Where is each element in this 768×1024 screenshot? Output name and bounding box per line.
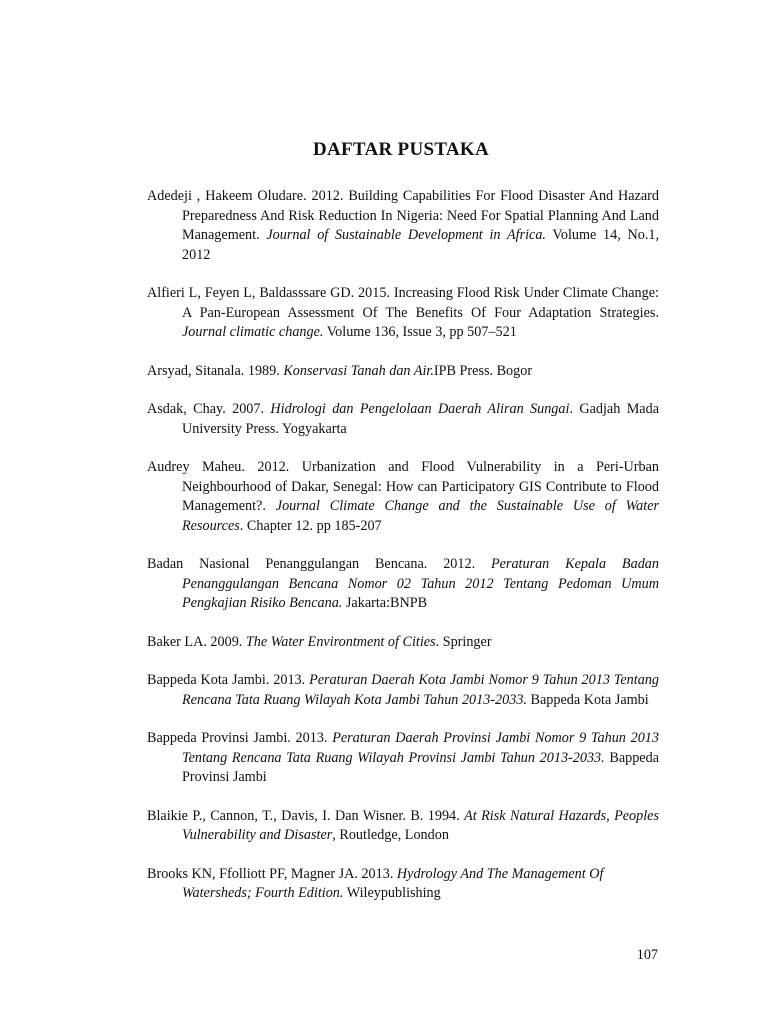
reference-item <box>147 187 659 265</box>
reference-text: Blaikie P., Cannon, T., Davis, I. Dan Wisner. B. 1994. <box>147 807 465 824</box>
reference-details: Jakarta:BNPB <box>342 595 428 611</box>
reference-source: The Water Environtment of Cities <box>245 633 436 650</box>
reference-text: Baker LA. 2009. <box>147 633 246 650</box>
reference-text: Asdak, Chay. 2007. <box>147 401 271 417</box>
reference-source: Hydrology And The Management Of Watersheds; Fourth Edition. <box>182 865 604 901</box>
reference-details: Volume 136, Issue 3, pp 507–521 <box>323 324 517 340</box>
reference-item <box>147 458 659 536</box>
reference-source: Journal of Sustainable Development in Africa. <box>266 227 546 243</box>
reference-details: , Routledge, London <box>332 827 449 843</box>
reference-item <box>147 633 659 653</box>
reference-item <box>147 807 659 846</box>
reference-text: Badan Nasional Penanggulangan Bencana. 2012. <box>147 556 491 572</box>
reference-item <box>147 400 659 439</box>
page-number: 107 <box>636 947 658 963</box>
page-title: DAFTAR PUSTAKA <box>312 139 490 160</box>
reference-item <box>147 865 659 904</box>
reference-item <box>147 555 659 614</box>
reference-text: Audrey Maheu. 2012. Urbanization and Flood Vulnerability in a Peri-Urban Neighbourhood of Dakar, Senegal: How can Participatory GIS Contribute to Flood Management?. <box>147 459 659 514</box>
reference-details: IPB Press. Bogor <box>433 362 533 379</box>
reference-text: Bappeda Kota Jambi. 2013. <box>147 672 310 688</box>
reference-item <box>147 729 659 788</box>
reference-details: Volume 14, No.1, 2012 <box>182 227 660 263</box>
reference-details: Bappeda Provinsi Jambi <box>182 749 659 785</box>
reference-source: Hidrologi dan Pengelolaan Daerah Aliran Sungai <box>270 401 570 417</box>
reference-details: Bappeda Kota Jambi <box>526 691 649 708</box>
reference-text: Arsyad, Sitanala. 1989. <box>147 362 284 379</box>
reference-details: . Chapter 12. pp 185-207 <box>239 517 382 534</box>
reference-details: . Gadjah Mada University Press. Yogyakarta <box>182 401 659 437</box>
reference-item <box>147 284 659 343</box>
reference-source: Konservasi Tanah dan Air. <box>283 362 434 379</box>
reference-item <box>147 362 659 382</box>
reference-source: Journal Climate Change and the Sustainable Use of Water Resources <box>182 498 660 534</box>
reference-source: Peraturan Kepala Badan Penanggulangan Bencana Nomor 02 Tahun 2012 Tentang Pedoman Umum Pengkajian Risiko Bencana. <box>182 556 659 611</box>
reference-text: Bappeda Provinsi Jambi. 2013. <box>147 730 333 746</box>
reference-text: Brooks KN, Ffolliott PF, Magner JA. 2013. <box>147 865 397 882</box>
reference-list <box>147 187 659 923</box>
reference-source: At Risk Natural Hazards, Peoples Vulnerability and Disaster <box>182 807 659 843</box>
reference-item <box>147 671 659 710</box>
reference-source: Peraturan Daerah Kota Jambi Nomor 9 Tahun 2013 Tentang Rencana Tata Ruang Wilayah Kota Jambi Tahun 2013-2033. <box>182 672 660 708</box>
reference-details: . Springer <box>435 633 492 650</box>
reference-text: Alfieri L, Feyen L, Baldasssare GD. 2015. Increasing Flood Risk Under Climate Change: A Pan-European Assessment Of The Benefits Of Four Adaptation Strategies. <box>147 285 659 321</box>
reference-details: Wileypublishing <box>343 885 441 901</box>
reference-source: Journal climatic change. <box>182 324 324 340</box>
reference-source: Peraturan Daerah Provinsi Jambi Nomor 9 Tahun 2013 Tentang Rencana Tata Ruang Wilayah Provinsi Jambi Tahun 2013-2033. <box>182 730 659 766</box>
reference-text: Adedeji , Hakeem Oludare. 2012. Building Capabilities For Flood Disaster And Hazard Preparedness And Risk Reduction In Nigeria: Need For Spatial Planning And Land Management. <box>147 188 659 243</box>
